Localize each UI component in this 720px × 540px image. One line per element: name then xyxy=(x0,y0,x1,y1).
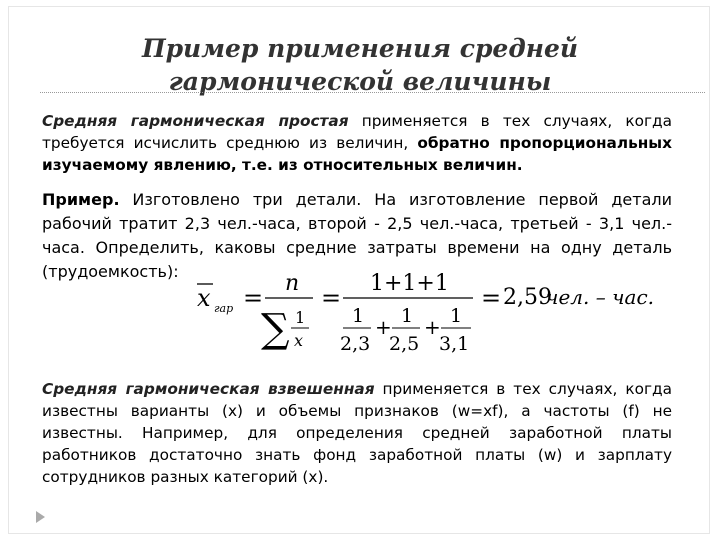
paragraph1-text: применяется в тех случаях, когда требуется исчислить среднюю из величин, xyxy=(42,112,672,152)
formula-frac3-num: 1 xyxy=(450,305,463,327)
formula-plus-1: + xyxy=(375,315,392,339)
formula-num-n: n xyxy=(285,271,300,296)
paragraph-simple-harmonic xyxy=(42,110,672,176)
formula-sum-den: x xyxy=(294,331,304,350)
formula-plus-2: + xyxy=(424,315,441,339)
formula-frac3-den: 3,1 xyxy=(439,333,470,355)
paragraph3-text: применяется в тех случаях, когда известны варианты (x) и объемы признаков (w=xf), а частоты (f) не известны. Например, для определения средней заработной платы работников достаточно знать фонд заработной платы (w) и зарплату сотрудников разных категорий (x). xyxy=(42,380,672,486)
formula-unit: чел. – час. xyxy=(546,285,655,309)
title-divider xyxy=(40,92,705,93)
harmonic-mean-formula xyxy=(185,262,655,362)
formula-lhs-var: x xyxy=(197,284,211,312)
term-weighted-harmonic: Средняя гармоническая взвешенная xyxy=(42,380,375,398)
slide-title: Пример применения средней гармонической величины xyxy=(141,34,579,96)
formula-sum-num: 1 xyxy=(295,308,306,327)
formula-eq-1: = xyxy=(243,284,264,312)
paragraph1-bold: обратно пропорциональных изучаемому явлению, т.е. из относительных величин. xyxy=(42,134,673,174)
formula-sigma: ∑ xyxy=(261,306,290,352)
example-text: Изготовлено три детали. На изготовление первой детали рабочий тратит 2,3 чел.-часа, второй - 2,5 чел.-часа, третьей - 3,1 чел.-часа. Определить, каковы средние затраты времени на одну деталь (трудоемкость): xyxy=(42,190,672,281)
term-simple-harmonic: Средняя гармоническая простая xyxy=(42,112,349,130)
formula-eq-3: = xyxy=(481,284,502,312)
formula-frac2-num: 1 xyxy=(401,305,414,327)
triangle-right-icon xyxy=(36,511,45,523)
formula-frac2-den: 2,5 xyxy=(389,333,420,355)
formula-result: 2,59 xyxy=(503,285,552,310)
example-label: Пример. xyxy=(42,190,120,209)
formula-lhs-sub: гар xyxy=(214,302,234,315)
formula-frac1-den: 2,3 xyxy=(340,333,371,355)
formula-eq-2: = xyxy=(321,284,342,312)
paragraph-weighted-harmonic xyxy=(42,378,672,488)
formula-frac1-num: 1 xyxy=(352,305,365,327)
formula-num-ones: 1+1+1 xyxy=(370,271,449,296)
